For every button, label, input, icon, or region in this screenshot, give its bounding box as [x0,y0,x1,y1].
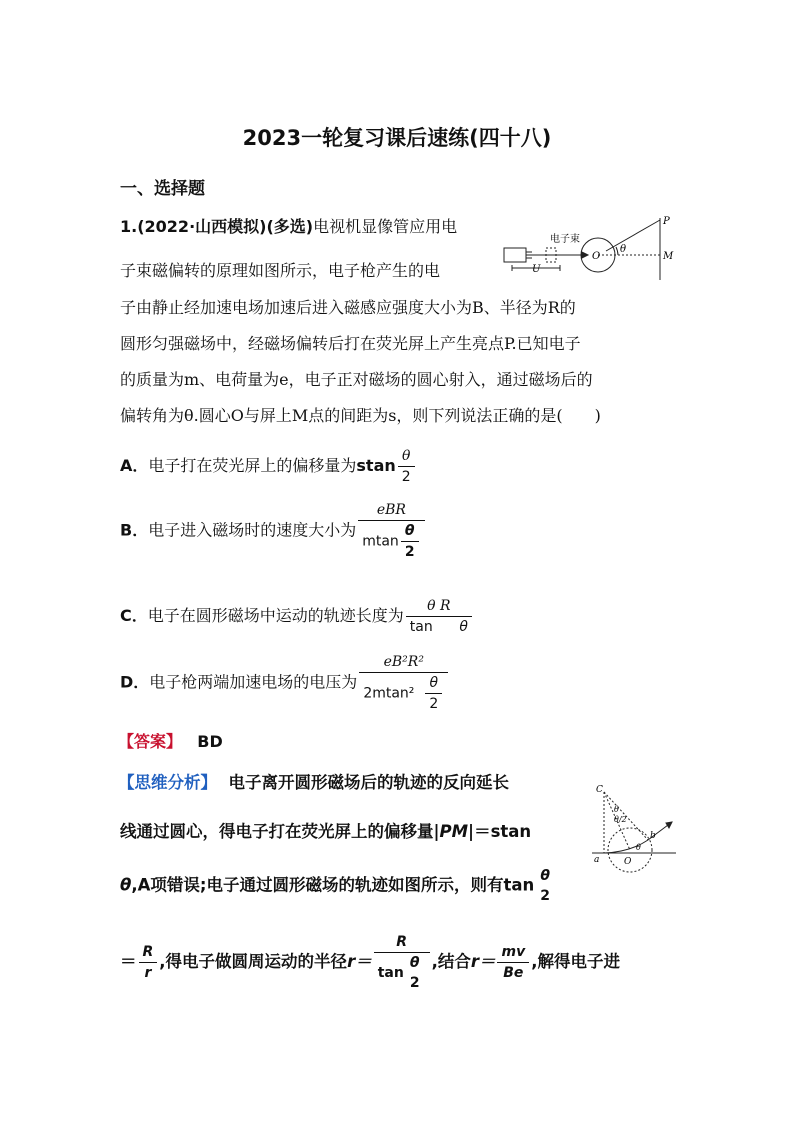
question-source: (2022·山西模拟) [137,217,267,236]
option-b-num: eBR [358,500,424,521]
answer-line [118,730,223,754]
voltage-label: U [532,264,541,275]
option-a-fraction [398,446,415,487]
center-o-label-2: O [624,857,632,867]
question-line-2: 子束磁偏转的原理如图所示，电子枪产生的电 [120,261,441,280]
analysis-text-2a: 线通过圆心，得电子打在荧光屏上的偏移量| [120,822,440,841]
option-b-den-den: 2 [404,544,415,560]
analysis-text-4c: r＝ [347,952,372,971]
option-b-text: 电子进入磁场时的速度大小为 [148,520,357,540]
option-d-den [359,673,448,714]
analysis-fraction-theta [536,866,554,906]
analysis-fraction-radius-inner-num: θ [409,955,420,971]
analysis-fraction-radius-inner-den: 2 [409,975,420,991]
option-d-num: eB²R² [359,652,448,673]
option-c-den [406,617,472,637]
analysis-fraction-radius-den-pre: tan [377,965,404,981]
option-c [120,596,474,637]
trajectory-arc [604,840,648,853]
analysis-tag: 【思维分析】 [118,773,217,792]
option-b-den-fraction [401,521,419,562]
analysis-fraction-radius-inner [406,953,424,993]
analysis-fraction-r-num: R [139,942,158,963]
question-line-4: 圆形匀强磁场中，经磁场偏转后打在荧光屏上产生亮点P.已知电子 [120,334,581,353]
answer-tag: 【答案】 [118,732,183,751]
question-multi: (多选) [266,217,314,236]
analysis-line-2 [120,820,531,844]
question-line-6: 偏转角为θ.圆心O与屏上M点的间距为s，则下列说法正确的是( ) [120,406,601,425]
point-a-label: a [594,855,600,865]
analysis-text-4f: ,解得电子进 [531,952,620,971]
question-line-3: 子由静止经加速电场加速后进入磁感应强度大小为B、半径为R的 [120,298,576,317]
analysis-fraction-mv-num: mv [497,942,529,963]
option-b-fraction [358,500,424,562]
point-m-label: M [663,251,674,262]
option-b [120,500,427,562]
option-a-den: 2 [401,469,411,485]
angle-theta-label: θ [614,805,619,814]
analysis-text-4b: ,得电子做圆周运动的半径 [159,952,348,971]
analysis-text-4a: ＝ [120,952,137,971]
angle-half-label: θ/2 [614,815,627,824]
analysis-fraction-mv [497,942,529,983]
analysis-fraction-radius [374,932,430,993]
option-b-den [358,521,424,562]
answer-value: BD [197,732,223,751]
point-c-label: C [596,785,603,795]
option-d [120,652,450,714]
option-d-den-pre: 2mtan² [363,685,415,702]
option-a [120,446,417,487]
page-title: 2023一轮复习课后速练(四十八) [242,126,552,150]
analysis-text-2c: |＝stan [468,822,532,841]
angle-theta2-label: θ [636,843,641,852]
option-c-den-post: θ [459,619,468,635]
section-heading: 一、选择题 [120,179,205,199]
option-a-expr: stan [356,456,396,475]
analysis-line-3 [120,866,556,906]
analysis-line-1 [118,771,509,795]
analysis-fraction-radius-num: R [374,932,430,953]
option-c-num: θ R [406,596,472,617]
analysis-fraction-theta-den: 2 [540,888,550,904]
analysis-text-3b: ,A项错误;电子通过圆形磁场的轨迹如图所示，则有tan [131,875,535,895]
analysis-text-3a: θ [120,875,132,895]
option-b-den-pre: mtan [362,533,399,550]
option-d-den-den: 2 [429,696,439,712]
analysis-fraction-radius-den [374,953,430,993]
option-b-label: B． [120,520,149,540]
option-c-text: 电子在圆形磁场中运动的轨迹长度为 [147,606,404,625]
trajectory-diagram [590,780,680,880]
option-d-fraction [359,652,448,714]
analysis-text-4e: r＝ [470,952,496,971]
deflected-beam [606,220,660,251]
analysis-fraction-r [139,942,158,983]
center-o-label: O [592,251,601,262]
option-c-label: C． [120,606,148,625]
question-number: 1. [120,217,138,236]
question-line-1 [120,215,457,239]
option-a-num: θ [398,446,415,467]
question-stem-1: 电视机显像管应用电 [313,217,458,236]
option-b-den-num: θ [401,521,419,542]
beam-label: 电子束 [550,234,580,245]
point-p-label: P [663,216,670,227]
theta-label: θ [620,244,627,255]
option-a-text: 电子打在荧光屏上的偏移量为 [148,456,357,475]
analysis-line-4 [120,932,620,993]
option-d-label: D． [120,672,150,692]
analysis-fraction-theta-num: θ [540,868,550,884]
option-d-text: 电子枪两端加速电场的电压为 [149,672,358,692]
analysis-text-1: 电子离开圆形磁场后的轨迹的反向延长 [228,773,509,792]
option-c-den-pre: tan [409,619,433,635]
analysis-fraction-mv-den: Be [503,965,524,981]
electron-gun-diagram [502,212,682,282]
electron-gun [504,248,526,262]
analysis-text-4d: ,结合 [431,952,471,971]
option-d-den-num: θ [425,673,442,694]
option-d-den-fraction [425,673,442,714]
point-b-label: b [650,831,656,841]
option-c-fraction [406,596,472,637]
analysis-text-2b: PM [439,822,469,841]
question-line-5: 的质量为m、电荷量为e，电子正对磁场的圆心射入，通过磁场后的 [120,370,593,389]
analysis-fraction-r-den: r [144,965,152,981]
option-a-label: A． [120,456,149,475]
